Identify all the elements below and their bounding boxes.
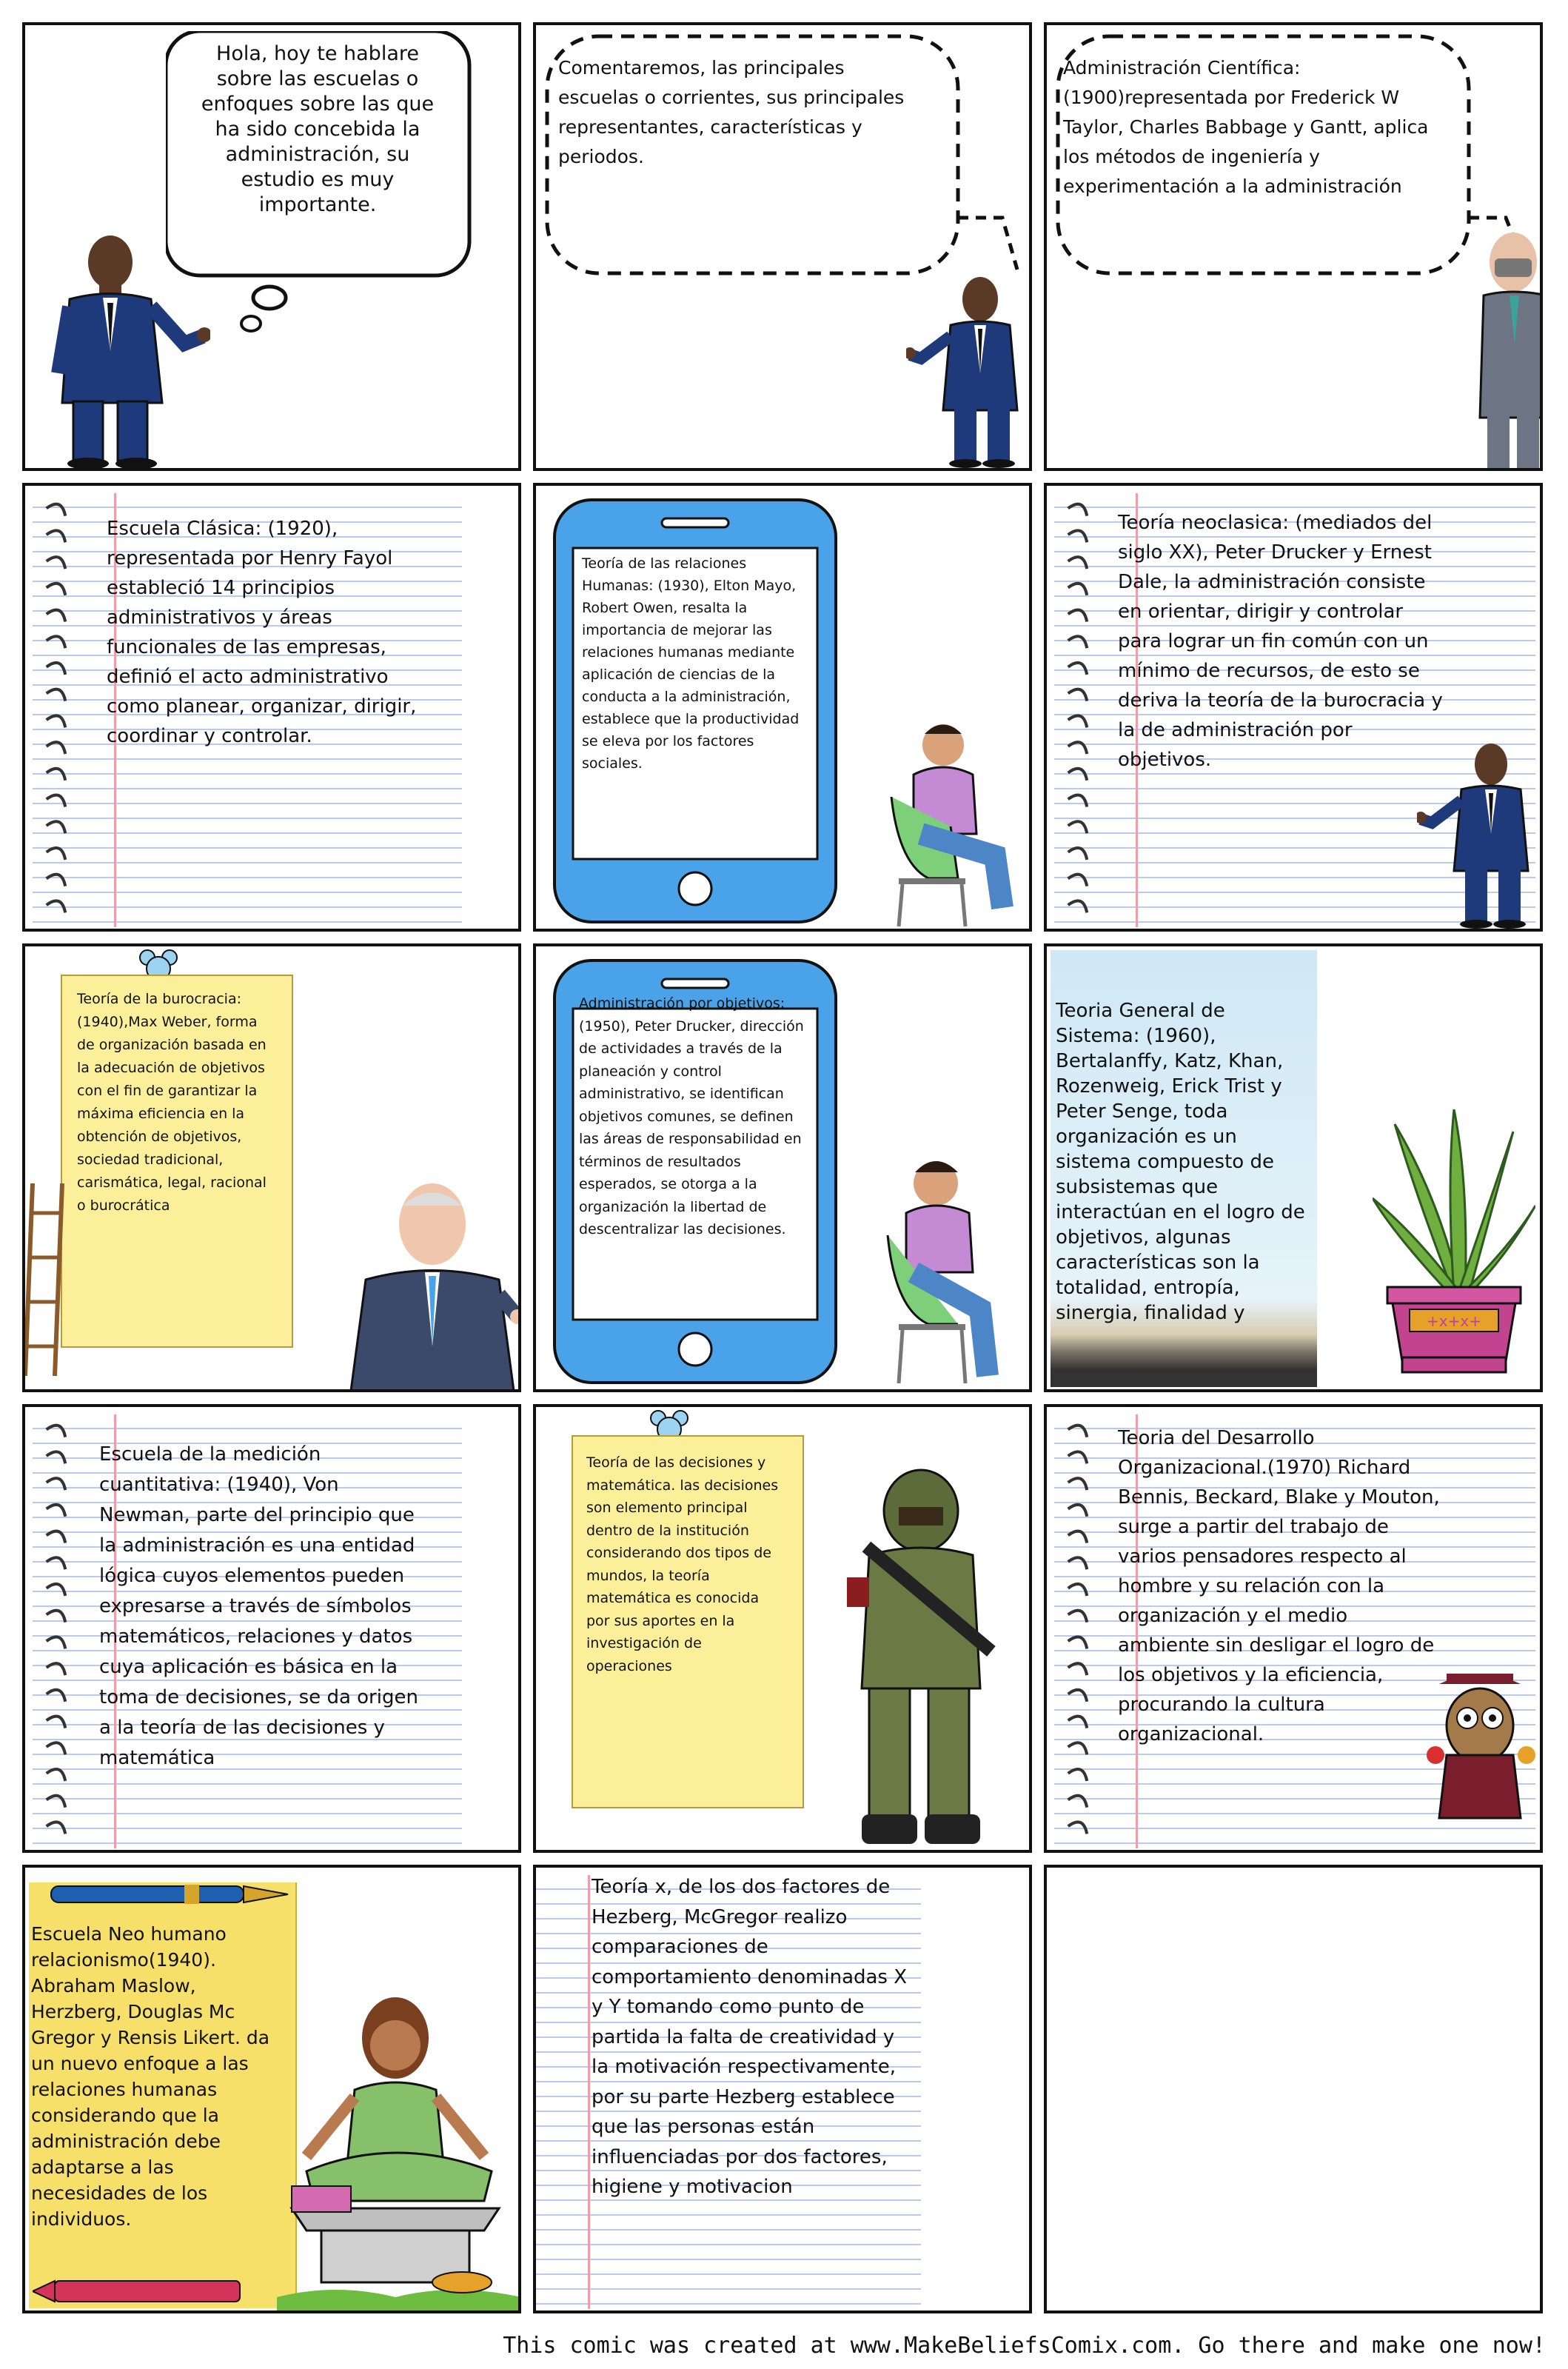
comic-panel-3 bbox=[1044, 22, 1543, 471]
notebook-spiral bbox=[1057, 1414, 1102, 1853]
notebook-text: Teoría x, de los dos factores de Hezberg, McGregor realizo comparaciones de comportamiento denominadas X y Y tomando como punto de partida la falta de creatividad y la motivación respectivamente, por su parte Hezberg establece que las personas están influenciadas por dos factores, higiene y motivacion bbox=[592, 1876, 908, 2198]
comic-panel-15 bbox=[1044, 1865, 1543, 2313]
footer-credit: This comic was created at www.MakeBeliefsComix.com. Go there and make one now! bbox=[503, 2333, 1546, 2359]
comic-panel-10 bbox=[22, 1404, 521, 1853]
owl-graduate-icon bbox=[1424, 1674, 1535, 1822]
notebook-text: Teoria del Desarrollo Organizacional.(1970) Richard Bennis, Beckard, Blake y Mouton, surge a partir del trabajo de varios pensadores respecto al hombre y su relación con la organización y el medio ambiente sin desligar el logro de los objetivos y la eficiencia, procurando la cultura organizacional. bbox=[1118, 1427, 1440, 1745]
comic-panel-12 bbox=[1044, 1404, 1543, 1853]
comic-panel-13 bbox=[22, 1865, 521, 2313]
notebook-text: Teoría neoclasica: (mediados del siglo XX), Peter Drucker y Ernest Dale, la administración consiste en orientar, dirigir y controlar para lograr un fin común con un mínimo de recursos, de esto se deriva la teoría de la burocracia y la de administración por objetivos. bbox=[1118, 512, 1443, 771]
elderly-man-figure bbox=[336, 1169, 521, 1391]
phone-screen-text: Administración por objetivos: (1950), Peter Drucker, dirección de actividades a través de la planeación y control administrativo, se identifican objetivos comunes, se definen las áreas de responsabilidad en términos de resultados esperados, se otorga a la organización la libertad de descentralizar las decisiones. bbox=[579, 995, 804, 1237]
comic-panel-1 bbox=[22, 22, 521, 471]
girl-on-chair-figure bbox=[847, 1139, 1032, 1391]
businessman-figure bbox=[1417, 738, 1543, 930]
speech-text: Hola, hoy te hablare sobre las escuelas o enfoques sobre las que ha sido concebida la administración, su estudio es muy importante. bbox=[201, 42, 435, 216]
elderly-man-figure bbox=[1476, 225, 1543, 470]
sky-text: Teoria General de Sistema: (1960), Bertalanffy, Katz, Khan, Rozenweig, Erick Trist y Peter Senge, toda organización es un sistema compuesto de subsistemas que interactúan en el logro de objetivos, algunas características son la totalidad, entropía, sinergia, finalidad y bbox=[1056, 1000, 1305, 1324]
comic-panel-14 bbox=[533, 1865, 1032, 2313]
comic-panel-2 bbox=[533, 22, 1032, 471]
businessman-figure bbox=[40, 225, 210, 470]
phone-screen-text: Teoría de las relaciones Humanas: (1930), Elton Mayo, Robert Owen, resalta la importancia de mejorar las relaciones humanas mediante aplicación de ciencias de la conducta a la administración, establece que la productividad se eleva por los factores sociales. bbox=[582, 555, 800, 772]
scroll-text: Teoría de la burocracia: (1940),Max Weber, forma de organización basada en la adecuación de objetivos con el fin de garantizar la máxima eficiencia en la obtención de objetivos, sociedad tradicional, carismática, legal, racional o burocrática bbox=[77, 991, 267, 1214]
paper-text: Escuela Neo humano relacionismo(1940). Abraham Maslow, Herzberg, Douglas Mc Gregor y Rensis Likert. da un nuevo enfoque a las relaciones humanas considerando que la administración debe adaptarse a las necesidades de los individuos. bbox=[31, 1923, 270, 2230]
comic-panel-8 bbox=[533, 943, 1032, 1392]
comic-panel-9 bbox=[1044, 943, 1543, 1392]
comic-panel-11 bbox=[533, 1404, 1032, 1853]
notebook-spiral bbox=[36, 1414, 80, 1853]
notebook-text: Escuela de la medición cuantitativa: (1940), Von Newman, parte del principio que la administración es una entidad lógica cuyos elementos pueden expresarse a través de símbolos matemáticos, relaciones y datos cuya aplicación es básica en la toma de decisiones, se da origen a la teoría de las decisiones y matemática bbox=[99, 1443, 418, 1769]
crayon-icon bbox=[33, 2275, 255, 2308]
comic-panel-4 bbox=[22, 483, 521, 932]
pot-sign-text: +x+x+ bbox=[1427, 1312, 1481, 1330]
notebook-text: Escuela Clásica: (1920), representada por Henry Fayol estableció 14 principios administrativos y áreas funcionales de las empresas, definió el acto administrativo como planear, organizar, dirigir, coordinar y controlar. bbox=[107, 518, 417, 747]
girl-on-chair-figure bbox=[847, 708, 1032, 930]
comic-panel-7 bbox=[22, 943, 521, 1392]
businessman-figure bbox=[906, 270, 1032, 470]
potted-plant-icon bbox=[1373, 1109, 1535, 1391]
thought-text: Comentaremos, las principales escuelas o corrientes, sus principales representantes, características y periodos. bbox=[558, 57, 905, 167]
comic-panel-6 bbox=[1044, 483, 1543, 932]
comic-panel-5 bbox=[533, 483, 1032, 932]
fountain-pen-icon bbox=[36, 1879, 295, 1908]
notebook-spiral bbox=[36, 493, 80, 932]
ladder-icon bbox=[25, 1183, 70, 1376]
meditating-woman-figure bbox=[277, 1986, 521, 2312]
soldier-figure bbox=[817, 1466, 1032, 1851]
scroll-text: Teoría de las decisiones y matemática. las decisiones son elemento principal dentro de la institución considerando dos tipos de mundos, la teoría matemática es conocida por sus aportes en la investigación de operaciones bbox=[586, 1454, 779, 1674]
notebook-spiral bbox=[1057, 493, 1102, 932]
thought-text: Administración Científica: (1900)representada por Frederick W Taylor, Charles Babbage y Gantt, aplica los métodos de ingeniería y experimentación a la administración bbox=[1063, 57, 1429, 197]
